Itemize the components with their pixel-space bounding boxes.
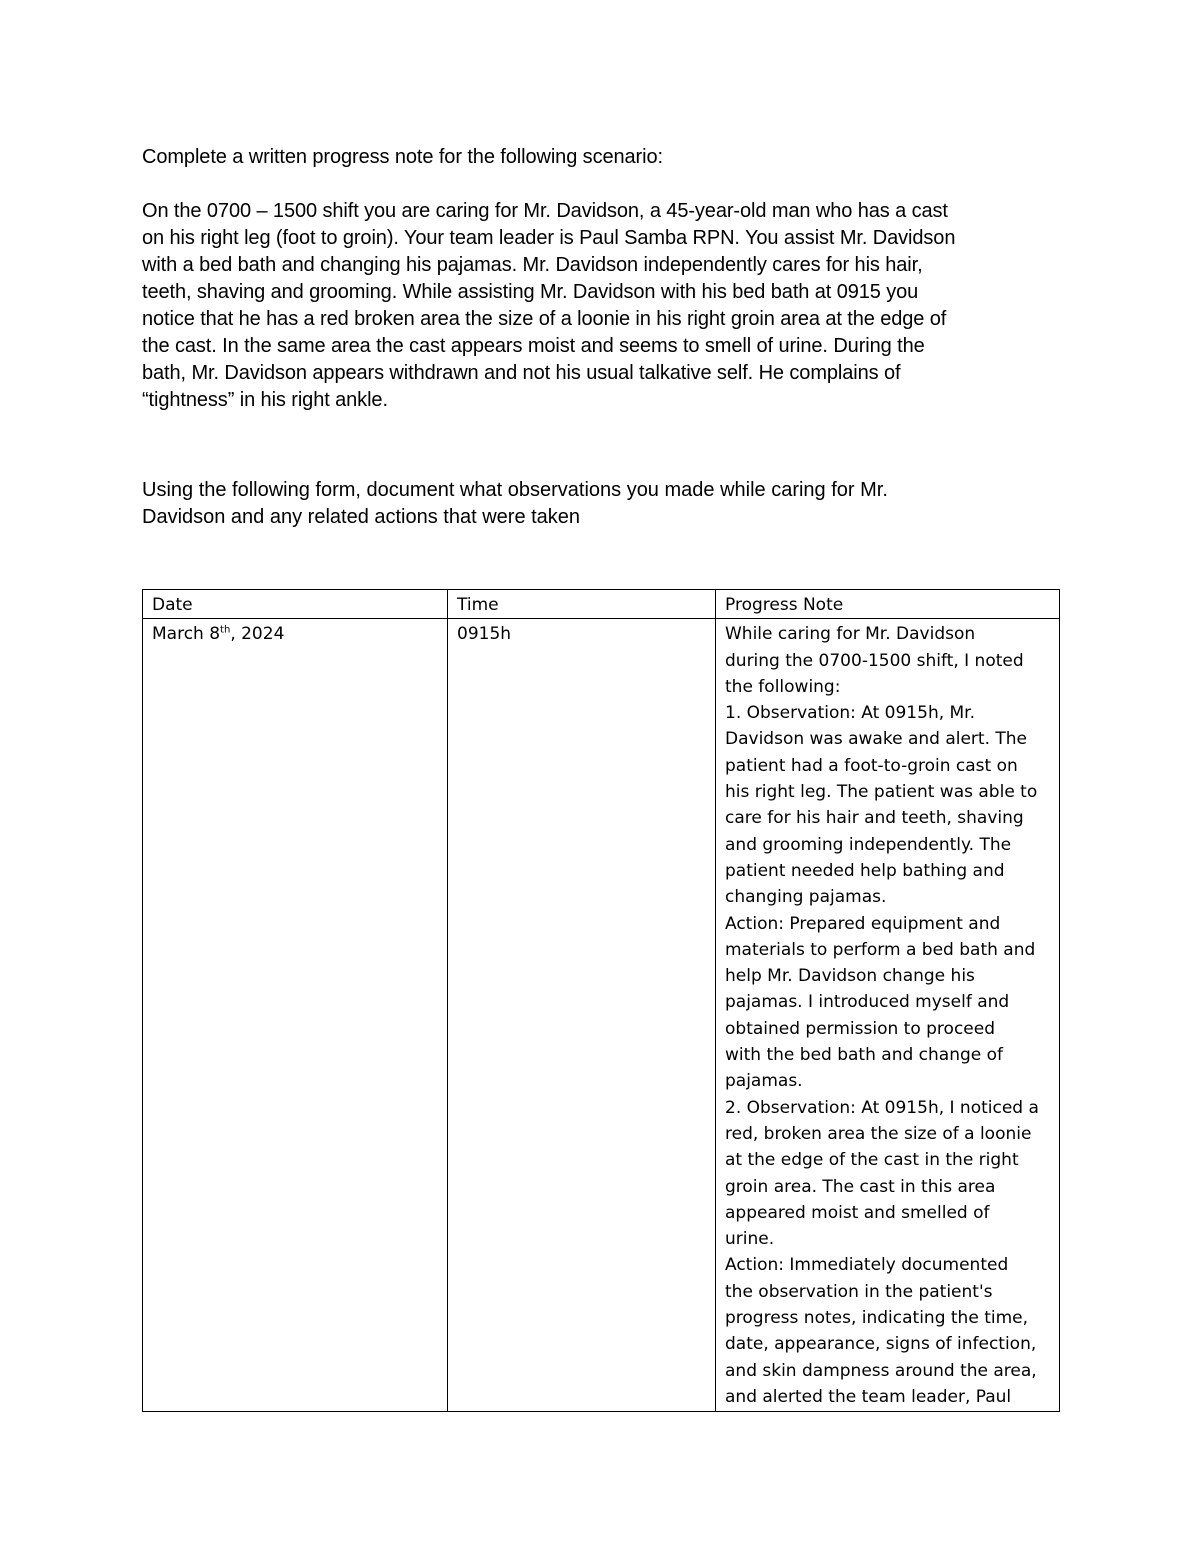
prompt-heading: Complete a written progress note for the following scenario:	[142, 146, 663, 168]
progress-note-table	[142, 589, 1060, 1412]
note-column-header: Progress Note	[716, 590, 1060, 619]
table-row	[143, 619, 1060, 1412]
date-month: March 8	[152, 624, 221, 645]
date-cell	[143, 619, 448, 1412]
time-cell: 0915h	[448, 619, 716, 1412]
date-column-header: Date	[143, 590, 448, 619]
scenario-section	[142, 144, 1022, 414]
form-instruction: Using the following form, document what observations you made while caring for Mr. Davidson and any related actions that were taken	[142, 479, 888, 528]
table-header-row	[143, 590, 1060, 619]
date-ordinal-suffix: th	[220, 624, 231, 636]
time-column-header: Time	[448, 590, 716, 619]
progress-note-cell: While caring for Mr. Davidson during the 0700-1500 shift, I noted the following: 1. Observation: At 0915h, Mr. Davidson was awake and alert. The patient had a foot-to-groin cast on his right leg. The patient was able to care for his hair and teeth, shaving and grooming independently. The patient needed help bathing and changing pajamas. Action: Prepared equipment and materials to perform a bed bath and help Mr. Davidson change his pajamas. I introduced myself and obtained permission to proceed with the bed bath and change of pajamas. 2. Observation: At 0915h, I noticed a red, broken area the size of a loonie at the edge of the cast in the right groin area. The cast in this area appeared moist and smelled of urine. Action: Immediately documented the observation in the patient's progress notes, indicating the time, date, appearance, signs of infection, and skin dampness around the area, and alerted the team leader, Paul	[716, 619, 1060, 1412]
date-year: , 2024	[230, 624, 285, 645]
scenario-text: On the 0700 – 1500 shift you are caring for Mr. Davidson, a 45-year-old man who has a cast on his right leg (foot to groin). Your team leader is Paul Samba RPN. You assist Mr. Davidson with a bed bath and changing his pajamas. Mr. Davidson independently cares for his hair, teeth, shaving and grooming. While assisting Mr. Davidson with his bed bath at 0915 you notice that he has a red broken area the size of a loonie in his right groin area at the edge of the cast. In the same area the cast appears moist and seems to smell of urine. During the bath, Mr. Davidson appears withdrawn and not his usual talkative self. He complains of “tightness” in his right ankle.	[142, 200, 956, 411]
